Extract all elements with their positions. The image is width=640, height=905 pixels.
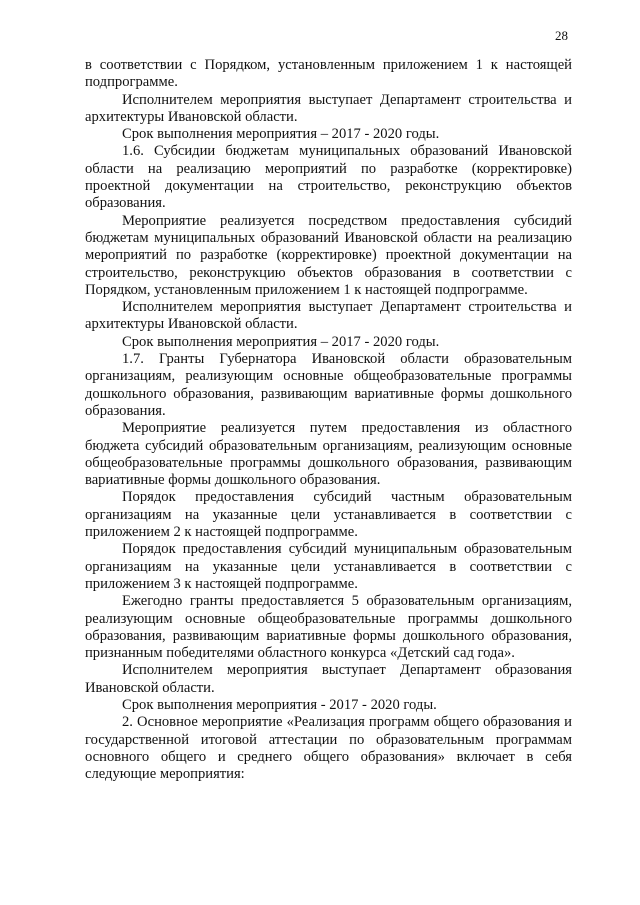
page-number: 28 xyxy=(555,28,568,43)
paragraph: 2. Основное мероприятие «Реализация программ общего образования и государственной итоговой аттестации по образовательным программам основного общего и среднего общего образования» включает в себя следующие мероприятия: xyxy=(85,714,572,783)
paragraph: 1.6. Субсидии бюджетам муниципальных образований Ивановской области на реализацию мероприятий по разработке (корректировке) проектной документации на строительство, реконструкцию объектов образования. xyxy=(85,143,572,212)
paragraph: Исполнителем мероприятия выступает Департамент строительства и архитектуры Ивановской области. xyxy=(85,299,572,333)
paragraph: Исполнителем мероприятия выступает Департамент строительства и архитектуры Ивановской области. xyxy=(85,91,572,125)
paragraph: Порядок предоставления субсидий муниципальным образовательным организациям на указанные цели устанавливается в соответствии с приложением 3 к настоящей подпрограмме. xyxy=(85,541,572,592)
paragraph: Мероприятие реализуется посредством предоставления субсидий бюджетам муниципальных образований Ивановской области на реализацию мероприятий по разработке (корректировке) проектной документации на строительство, реконструкцию объектов образования в соответствии с Порядком, установленным приложением 1 к настоящей подпрограмме. xyxy=(85,212,572,298)
paragraph: Мероприятие реализуется путем предоставления из областного бюджета субсидий образовательным организациям, реализующим основные общеобразовательные программы дошкольного образования, развивающим вариативные формы дошкольного образования. xyxy=(85,420,572,489)
paragraph: Срок выполнения мероприятия – 2017 - 2020 годы. xyxy=(122,333,440,350)
paragraph: в соответствии с Порядком, установленным приложением 1 к настоящей подпрограмме. xyxy=(85,57,572,91)
document-body xyxy=(85,57,572,783)
paragraph: Порядок предоставления субсидий частным образовательным организациям на указанные цели устанавливается в соответствии с приложением 2 к настоящей подпрограмме. xyxy=(85,489,572,541)
paragraph: Срок выполнения мероприятия - 2017 - 2020 годы. xyxy=(122,696,437,713)
paragraph: 1.7. Гранты Губернатора Ивановской области образовательным организациям, реализующим основные общеобразовательные программы дошкольного образования, развивающим вариативные формы дошкольного образования. xyxy=(85,351,572,419)
paragraph: Срок выполнения мероприятия – 2017 - 2020 годы. xyxy=(122,126,440,143)
paragraph: Ежегодно гранты предоставляется 5 образовательным организациям, реализующим основные общеобразовательные программы дошкольного образования, развивающим вариативные формы дошкольного образования, признанным победителями областного конкурса «Детский сад года». xyxy=(85,593,572,662)
paragraph: Исполнителем мероприятия выступает Департамент образования Ивановской области. xyxy=(85,662,572,696)
